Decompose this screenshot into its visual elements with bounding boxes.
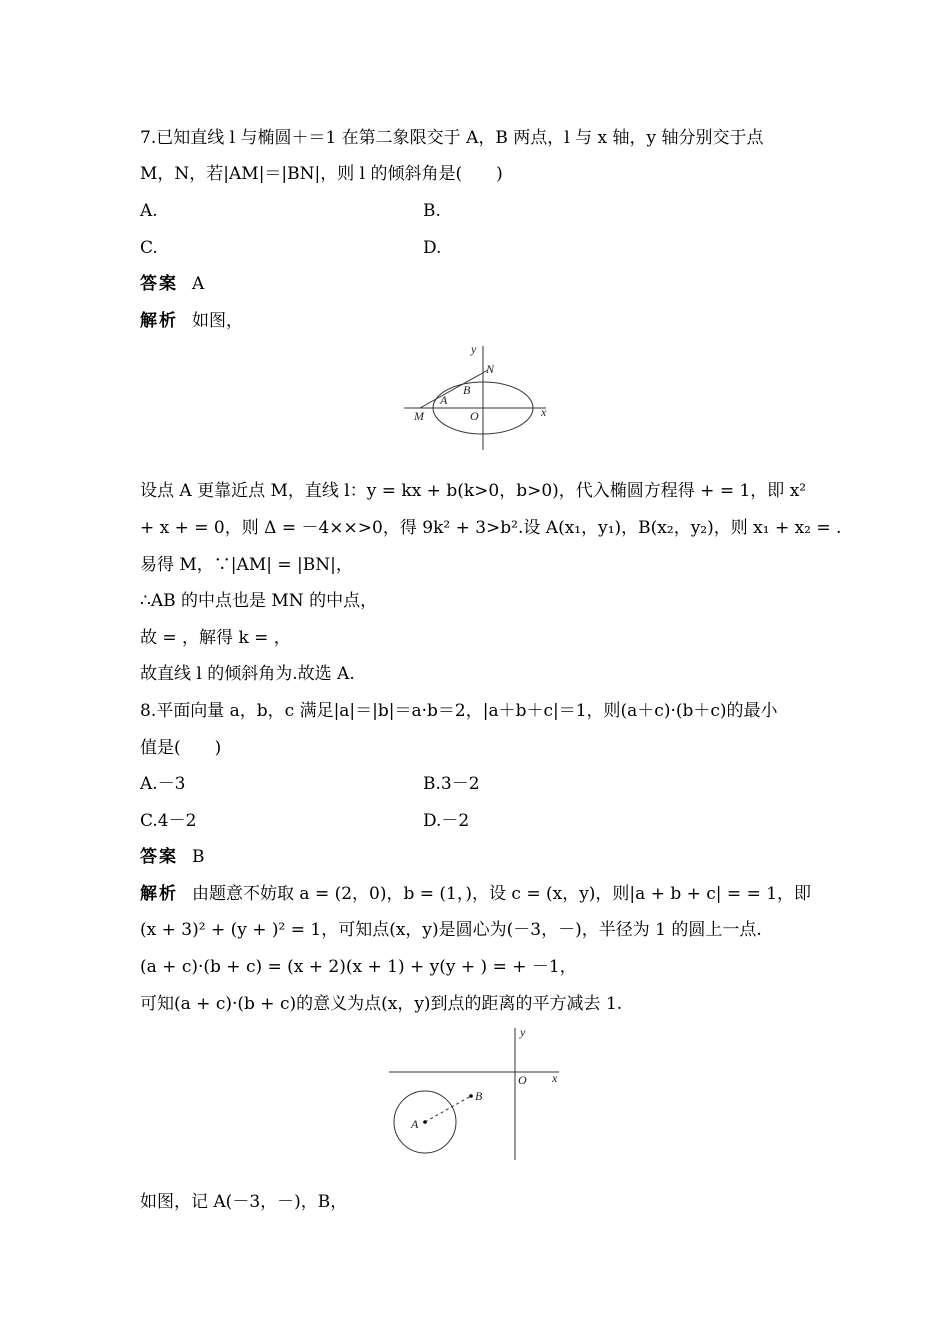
q8-stem-line2: 值是( ) — [140, 738, 222, 758]
q8-solution-line1: (x + 3)² + (y + )² = 1，可知点(x，y)是圆心为(－3，－)，半径为 1 的圆上一点. — [140, 920, 762, 940]
q7-stem-line2: M，N，若|AM|＝|BN|，则 l 的倾斜角是( ) — [140, 164, 503, 184]
label-x: x — [541, 405, 547, 419]
q8-answer — [140, 845, 205, 869]
label-y: y — [520, 1025, 526, 1039]
q8-option-c: C.4－2 — [140, 811, 197, 831]
q8-answer-value: B — [192, 847, 205, 867]
q7-analysis-label: 解析 — [140, 311, 178, 331]
label-x: x — [552, 1071, 558, 1085]
q7-solution-line5: 故 = ，解得 k = ， — [140, 628, 291, 648]
q8-answer-label: 答案 — [140, 847, 178, 867]
q8-analysis-line1: 由题意不妨取 a = (2，0)，b = (1，)，设 c = (x，y)，则|a + b + c| = = 1，即 — [192, 884, 812, 904]
q8-option-b: B.3－2 — [423, 774, 480, 794]
q7-option-a: A. — [140, 201, 158, 221]
q7-ellipse-figure — [400, 340, 560, 452]
q8-solution-line2: (a + c)·(b + c) = (x + 2)(x + 1) + y(y + ) = + －1， — [140, 957, 577, 977]
q7-solution-line6: 故直线 l 的倾斜角为.故选 A. — [140, 664, 355, 684]
label-o: O — [518, 1073, 527, 1087]
q7-answer — [140, 272, 204, 296]
q8-option-a: A.－3 — [140, 774, 186, 794]
q7-solution-line3: 易得 M，∵|AM| = |BN|， — [140, 555, 353, 575]
q8-final-line: 如图，记 A(－3，－)，B， — [140, 1192, 348, 1212]
label-a: A — [440, 393, 448, 407]
label-n: N — [486, 362, 495, 376]
q7-option-c: C. — [140, 238, 158, 258]
q7-stem-line1: 7.已知直线 l 与椭圆＋＝1 在第二象限交于 A，B 两点，l 与 x 轴，y 轴分别交于点 — [140, 128, 764, 148]
q8-circle-figure — [385, 1024, 565, 1164]
q8-solution-line3: 可知(a + c)·(b + c)的意义为点(x，y)到点的距离的平方减去 1. — [140, 994, 623, 1014]
q7-analysis — [140, 309, 243, 333]
point-a — [423, 1120, 427, 1124]
q7-solution-line1: 设点 A 更靠近点 M，直线 l：y = kx + b(k>0，b>0)，代入椭圆方程得 + = 1，即 x² — [140, 481, 807, 501]
q8-analysis-label: 解析 — [140, 884, 178, 904]
point-b — [469, 1094, 473, 1098]
segment-ab — [425, 1096, 471, 1122]
q7-option-b: B. — [423, 201, 441, 221]
label-a: A — [411, 1117, 419, 1131]
label-b: B — [463, 383, 471, 397]
q8-analysis — [140, 882, 811, 906]
q7-solution-line4: ∴AB 的中点也是 MN 的中点， — [140, 591, 378, 611]
label-m: M — [414, 409, 424, 423]
line-l — [420, 370, 488, 408]
label-b: B — [475, 1089, 483, 1103]
q7-analysis-intro: 如图， — [192, 311, 243, 331]
q8-stem-line1: 8.平面向量 a，b，c 满足|a|＝|b|＝a·b＝2，|a＋b＋c|＝1，则(a＋c)·(b＋c)的最小 — [140, 701, 778, 721]
q8-option-d: D.－2 — [423, 811, 470, 831]
label-o: O — [470, 409, 479, 423]
q7-solution-line2: + x + = 0，则 Δ = －4××>0，得 9k² + 3>b².设 A(x₁，y₁)，B(x₂，y₂)，则 x₁ + x₂ = . — [140, 518, 842, 538]
q7-answer-label: 答案 — [140, 274, 178, 294]
q7-option-d: D. — [423, 238, 442, 258]
label-y: y — [471, 342, 477, 356]
q7-answer-value: A — [192, 274, 205, 294]
